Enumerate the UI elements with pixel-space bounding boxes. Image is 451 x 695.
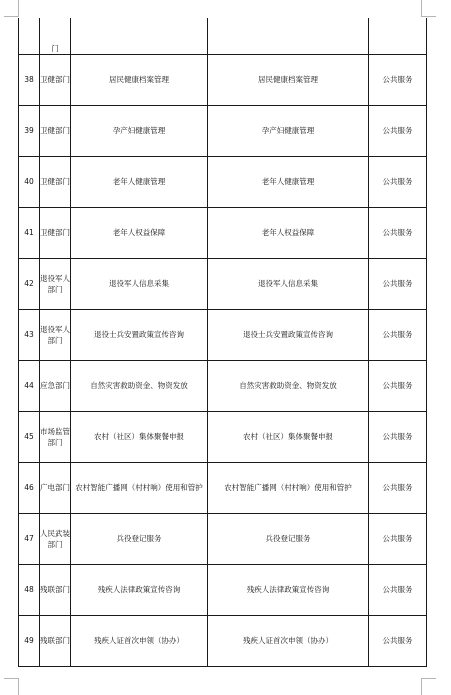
department-cell: 卫健部门 bbox=[40, 106, 71, 157]
table-row bbox=[19, 106, 427, 157]
department-cell: 卫健部门 bbox=[40, 208, 71, 259]
department-cell: 卫健部门 bbox=[40, 55, 71, 106]
table-row bbox=[19, 310, 427, 361]
category-cell bbox=[369, 18, 427, 55]
item-cell: 自然灾害救助资金、物资发放 bbox=[71, 361, 208, 412]
table-row bbox=[19, 55, 427, 106]
table-row-continued bbox=[19, 18, 427, 55]
department-cell: 应急部门 bbox=[40, 361, 71, 412]
department-cell: 退役军人部门 bbox=[40, 259, 71, 310]
sub-item-cell: 孕产妇健康管理 bbox=[208, 106, 369, 157]
category-cell: 公共服务 bbox=[369, 157, 427, 208]
item-cell: 残疾人法律政策宣传咨询 bbox=[71, 565, 208, 616]
row-number: 49 bbox=[19, 616, 40, 667]
page-corner-mark bbox=[421, 0, 436, 17]
item-cell: 老年人权益保障 bbox=[71, 208, 208, 259]
row-number: 39 bbox=[19, 106, 40, 157]
sub-item-cell: 老年人健康管理 bbox=[208, 157, 369, 208]
category-cell: 公共服务 bbox=[369, 361, 427, 412]
sub-item-cell bbox=[208, 18, 369, 55]
category-cell: 公共服务 bbox=[369, 412, 427, 463]
row-number: 47 bbox=[19, 514, 40, 565]
table-row bbox=[19, 412, 427, 463]
department-cell bbox=[40, 18, 71, 55]
page-corner-mark bbox=[4, 678, 19, 695]
category-cell: 公共服务 bbox=[369, 514, 427, 565]
row-number: 40 bbox=[19, 157, 40, 208]
item-cell: 兵役登记服务 bbox=[71, 514, 208, 565]
row-number: 41 bbox=[19, 208, 40, 259]
sub-item-cell: 老年人权益保障 bbox=[208, 208, 369, 259]
sub-item-cell: 退役士兵安置政策宣传咨询 bbox=[208, 310, 369, 361]
page-corner-mark bbox=[4, 0, 19, 17]
category-cell: 公共服务 bbox=[369, 208, 427, 259]
row-number: 44 bbox=[19, 361, 40, 412]
item-cell bbox=[71, 18, 208, 55]
department-cell: 人民武装部门 bbox=[40, 514, 71, 565]
service-items-table bbox=[18, 18, 427, 667]
item-cell: 老年人健康管理 bbox=[71, 157, 208, 208]
department-cell: 广电部门 bbox=[40, 463, 71, 514]
sub-item-cell: 农村（社区）集体聚餐申报 bbox=[208, 412, 369, 463]
item-cell: 孕产妇健康管理 bbox=[71, 106, 208, 157]
item-cell: 农村（社区）集体聚餐申报 bbox=[71, 412, 208, 463]
sub-item-cell: 农村智能广播网（村村响）使用和管护 bbox=[208, 463, 369, 514]
sub-item-cell: 居民健康档案管理 bbox=[208, 55, 369, 106]
category-cell: 公共服务 bbox=[369, 565, 427, 616]
department-cell: 残联部门 bbox=[40, 565, 71, 616]
item-cell: 残疾人证首次申领（协办） bbox=[71, 616, 208, 667]
table-row bbox=[19, 208, 427, 259]
page-corner-mark bbox=[421, 678, 436, 695]
row-number: 48 bbox=[19, 565, 40, 616]
table-row bbox=[19, 616, 427, 667]
row-number: 45 bbox=[19, 412, 40, 463]
department-cell: 卫健部门 bbox=[40, 157, 71, 208]
row-number: 38 bbox=[19, 55, 40, 106]
sub-item-cell: 退役军人信息采集 bbox=[208, 259, 369, 310]
category-cell: 公共服务 bbox=[369, 259, 427, 310]
category-cell: 公共服务 bbox=[369, 616, 427, 667]
row-number: 46 bbox=[19, 463, 40, 514]
department-cell: 残联部门 bbox=[40, 616, 71, 667]
sub-item-cell: 自然灾害救助资金、物资发放 bbox=[208, 361, 369, 412]
category-cell: 公共服务 bbox=[369, 55, 427, 106]
category-cell: 公共服务 bbox=[369, 106, 427, 157]
row-number: 42 bbox=[19, 259, 40, 310]
item-cell: 退役士兵安置政策宣传咨询 bbox=[71, 310, 208, 361]
table-row bbox=[19, 463, 427, 514]
table-row bbox=[19, 361, 427, 412]
sub-item-cell: 兵役登记服务 bbox=[208, 514, 369, 565]
sub-item-cell: 残疾人法律政策宣传咨询 bbox=[208, 565, 369, 616]
category-cell: 公共服务 bbox=[369, 310, 427, 361]
sub-item-cell: 残疾人证首次申领（协办） bbox=[208, 616, 369, 667]
table-row bbox=[19, 157, 427, 208]
row-number-cell bbox=[19, 18, 40, 55]
department-cell: 市场监管部门 bbox=[40, 412, 71, 463]
row-number: 43 bbox=[19, 310, 40, 361]
table-row bbox=[19, 259, 427, 310]
table-row bbox=[19, 565, 427, 616]
table-row bbox=[19, 514, 427, 565]
category-cell: 公共服务 bbox=[369, 463, 427, 514]
item-cell: 退役军人信息采集 bbox=[71, 259, 208, 310]
item-cell: 农村智能广播网（村村响）使用和管护 bbox=[71, 463, 208, 514]
department-text: 门 bbox=[51, 43, 59, 53]
department-cell: 退役军人部门 bbox=[40, 310, 71, 361]
item-cell: 居民健康档案管理 bbox=[71, 55, 208, 106]
